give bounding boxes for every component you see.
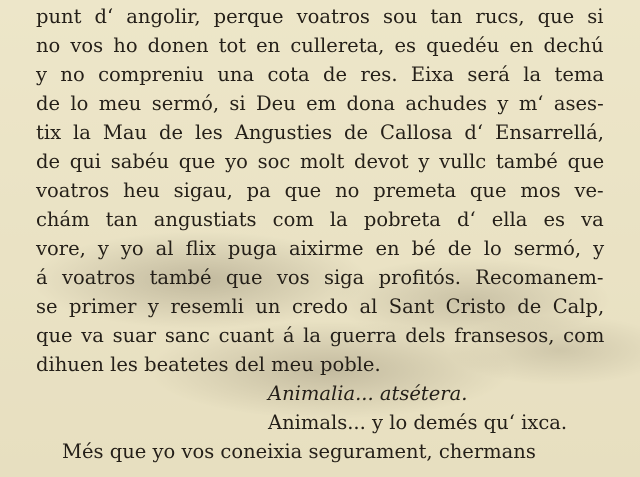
text-line: chám tan angustiats com la pobreta d‘ ella es va: [36, 208, 604, 231]
text-line: tix la Mau de les Angusties de Callosa d‘ Ensarrellá,: [36, 121, 604, 144]
text-line: vore, y yo al flix puga aixirme en bé de lo sermó, y: [36, 237, 605, 260]
text-line: que va suar sanc cuant á la guerra dels fransesos, com: [36, 324, 605, 347]
text-line: y no compreniu una cota de res. Eixa será la tema: [36, 63, 605, 86]
latin-quote-line: Animalia... atsétera.: [268, 382, 468, 405]
text-line: de qui sabéu que yo soc molt devot y vullc també que: [36, 150, 605, 173]
text-line: punt d‘ angolir, perque voatros sou tan rucs, que si: [36, 5, 604, 28]
text-line: dihuen les beatetes del meu poble.: [36, 353, 381, 376]
text-line: de lo meu sermó, si Deu em dona achudes y m‘ ases-: [36, 92, 604, 115]
translation-line: Animals... y lo demés qu‘ ixca.: [268, 411, 568, 434]
text-line: no vos ho donen tot en cullereta, es quedéu en dechú: [36, 34, 604, 57]
text-line: á voatros també que vos siga profitós. Recomanem-: [36, 266, 604, 289]
text-line: se primer y resemli un credo al Sant Cristo de Calp,: [36, 295, 605, 318]
text-line: voatros heu sigau, pa que no premeta que mos ve-: [36, 179, 604, 202]
paragraph-start-line: Més que yo vos coneixia segurament, chermans: [62, 440, 536, 463]
